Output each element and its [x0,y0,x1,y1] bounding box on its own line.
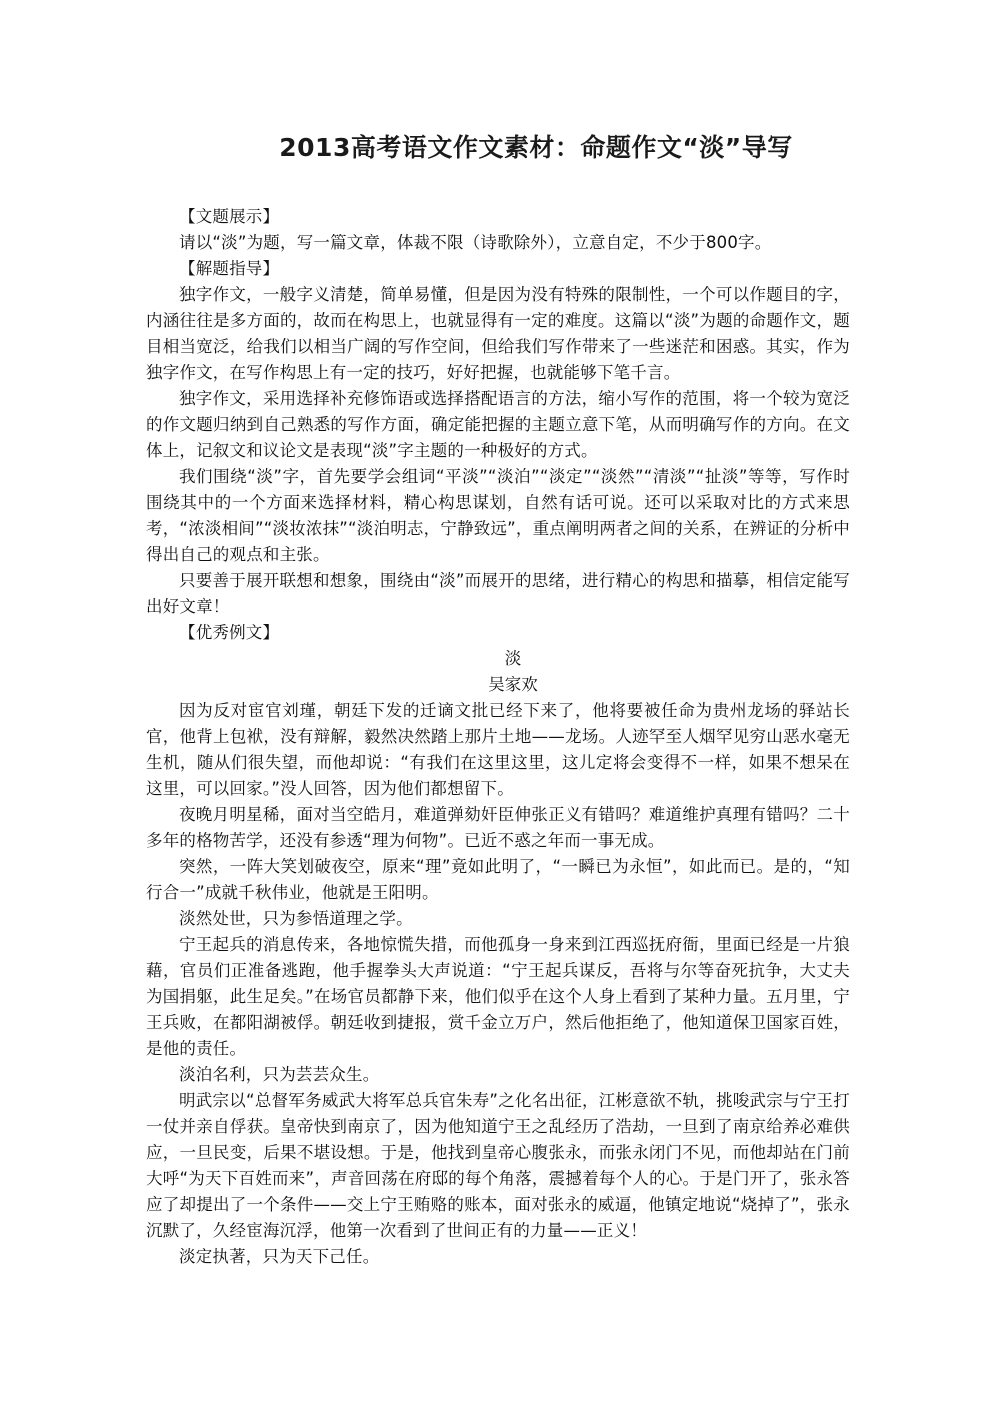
essay-title: 淡 [504,649,522,668]
essay-paragraph-6: 淡泊名利，只为芸芸众生。 [179,1065,380,1084]
essay-author: 吴家欢 [488,675,538,694]
guide-paragraph-2: 独字作文，采用选择补充修饰语或选择搭配语言的方法，缩小写作的范围，将一个较为宽泛的作文题归纳到自己熟悉的写作方面，确定能把握的主题立意下笔，从而明确写作的方向。在文体上，记叙文和议论文是表现“淡”字主题的一种极好的方式。 [146,389,850,460]
guide-paragraph-4: 只要善于展开联想和想象，围绕由“淡”而展开的思绪，进行精心的构思和描摹，相信定能写出好文章！ [146,571,850,616]
essay-paragraph-2: 夜晚月明星稀，面对当空皓月，难道弹劾奸臣伸张正义有错吗？难道维护真理有错吗？二十多年的格物苦学，还没有参透“理为何物”。已近不惑之年而一事无成。 [146,805,850,850]
guide-paragraph-1: 独字作文，一般字义清楚，简单易懂，但是因为没有特殊的限制性，一个可以作题目的字，内涵往往是多方面的，故而在构思上，也就显得有一定的难度。这篇以“淡”为题的命题作文，题目相当宽泛，给我们以相当广阔的写作空间，但给我们写作带来了一些迷茫和困惑。其实，作为独字作文，在写作构思上有一定的技巧，好好把握，也就能够下笔千言。 [146,285,850,382]
essay-paragraph-7: 明武宗以“总督军务威武大将军总兵官朱寿”之化名出征，江彬意欲不轨，挑唆武宗与宁王打一仗并亲自俘获。皇帝快到南京了，因为他知道宁王之乱经历了浩劫，一旦到了南京给养必难供应，一旦民变，后果不堪设想。于是，他找到皇帝心腹张永，而张永闭门不见，而他却站在门前大呼“为天下百姓而来”，声音回荡在府邸的每个角落，震撼着每个人的心。于是门开了，张永答应了却提出了一个条件——交上宁王贿赂的账本，面对张永的威逼，他镇定地说“烧掉了”，张永沉默了，久经宦海沉浮，他第一次看到了世间正有的力量——正义！ [146,1091,850,1240]
essay-paragraph-3: 突然，一阵大笑划破夜空，原来“理”竟如此明了，“一瞬已为永恒”，如此而已。是的，“知行合一”成就千秋伟业，他就是王阳明。 [146,857,850,902]
document-title: 2013高考语文作文素材：命题作文“淡”导写 [279,133,793,162]
essay-paragraph-8: 淡定执著，只为天下己任。 [179,1247,380,1266]
document-page [146,128,850,1270]
guide-paragraph-3: 我们围绕“淡”字，首先要学会组词“平淡”“淡泊”“淡定”“淡然”“清淡”“扯淡”等等，写作时围绕其中的一个方面来选择材料，精心构思谋划，自然有话可说。还可以采取对比的方式来思考，“浓淡相间”“淡妆浓抹”“淡泊明志，宁静致远”，重点阐明两者之间的关系，在辨证的分析中得出自己的观点和主张。 [146,467,850,564]
prompt-text: 请以“淡”为题，写一篇文章，体裁不限（诗歌除外），立意自定，不少于800字。 [179,233,772,252]
essay-paragraph-5: 宁王起兵的消息传来，各地惊慌失措，而他孤身一身来到江西巡抚府衙，里面已经是一片狼藉，官员们正准备逃跑，他手握拳头大声说道：“宁王起兵谋反，吾将与尔等奋死抗争，大丈夫为国捐躯，此生足矣。”在场官员都静下来，他们似乎在这个人身上看到了某种力量。五月里，宁王兵败，在都阳湖被俘。朝廷收到捷报，赏千金立万户，然后他拒绝了，他知道保卫国家百姓，是他的责任。 [146,935,850,1058]
example-section-label: 【优秀例文】 [179,623,280,642]
essay-paragraph-4: 淡然处世，只为参悟道理之学。 [179,909,413,928]
prompt-section-label: 【文题展示】 [179,207,280,226]
essay-paragraph-1: 因为反对宦官刘瑾，朝廷下发的迁谪文批已经下来了，他将要被任命为贵州龙场的驿站长官，他背上包袱，没有辩解，毅然决然踏上那片土地——龙场。人迹罕至人烟罕见穷山恶水毫无生机，随从们很失望，而他却说：“有我们在这里这里，这儿定将会变得不一样，如果不想呆在这里，可以回家。”没人回答，因为他们都想留下。 [146,701,850,798]
guide-section-label: 【解题指导】 [179,259,280,278]
